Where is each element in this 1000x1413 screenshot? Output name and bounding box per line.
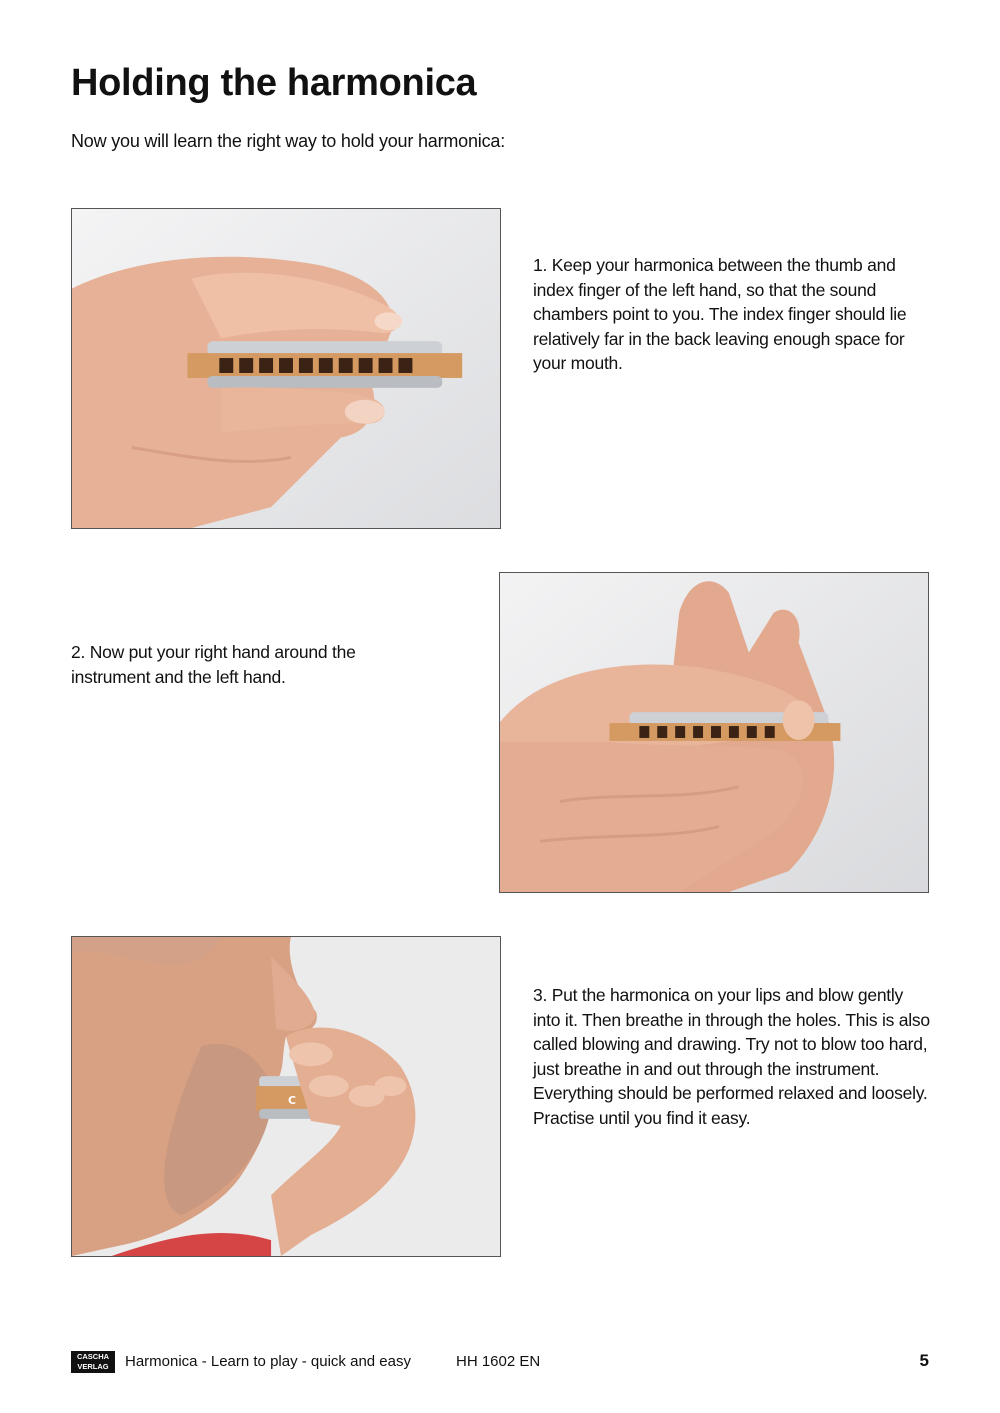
photo-both-hands-around-harmonica — [499, 572, 929, 893]
page-footer — [71, 1350, 931, 1374]
step-3-text: 3. Put the harmonica on your lips and blow gently into it. Then breathe in through the holes. This is also called blowing and drawing. Try not to blow too hard, just breathe in and out through the instrument. Everything should be performed relaxed and loosely. Practise until you find it easy. — [533, 985, 930, 1128]
footer-book-code: HH 1602 EN — [456, 1353, 541, 1370]
photo-playing-harmonica-at-lips — [71, 936, 501, 1257]
publisher-logo: CASCHA VERLAG — [71, 1351, 115, 1373]
footer-book-title: Harmonica - Learn to play - quick and easy — [125, 1353, 411, 1370]
page-number: 5 — [919, 1351, 929, 1370]
photo-left-hand-holding-harmonica — [71, 208, 501, 529]
page-title: Holding the harmonica — [71, 62, 477, 104]
step-2-text: 2. Now put your right hand around the instrument and the left hand. — [71, 642, 356, 687]
intro-text: Now you will learn the right way to hold your harmonica: — [71, 131, 506, 151]
harmonica-key-label: C — [287, 1093, 296, 1107]
step-1-text: 1. Keep your harmonica between the thumb and index finger of the left hand, so that the sound chambers point to you. The index finger should lie relatively far in the back leaving enough space for your mouth. — [533, 255, 907, 373]
